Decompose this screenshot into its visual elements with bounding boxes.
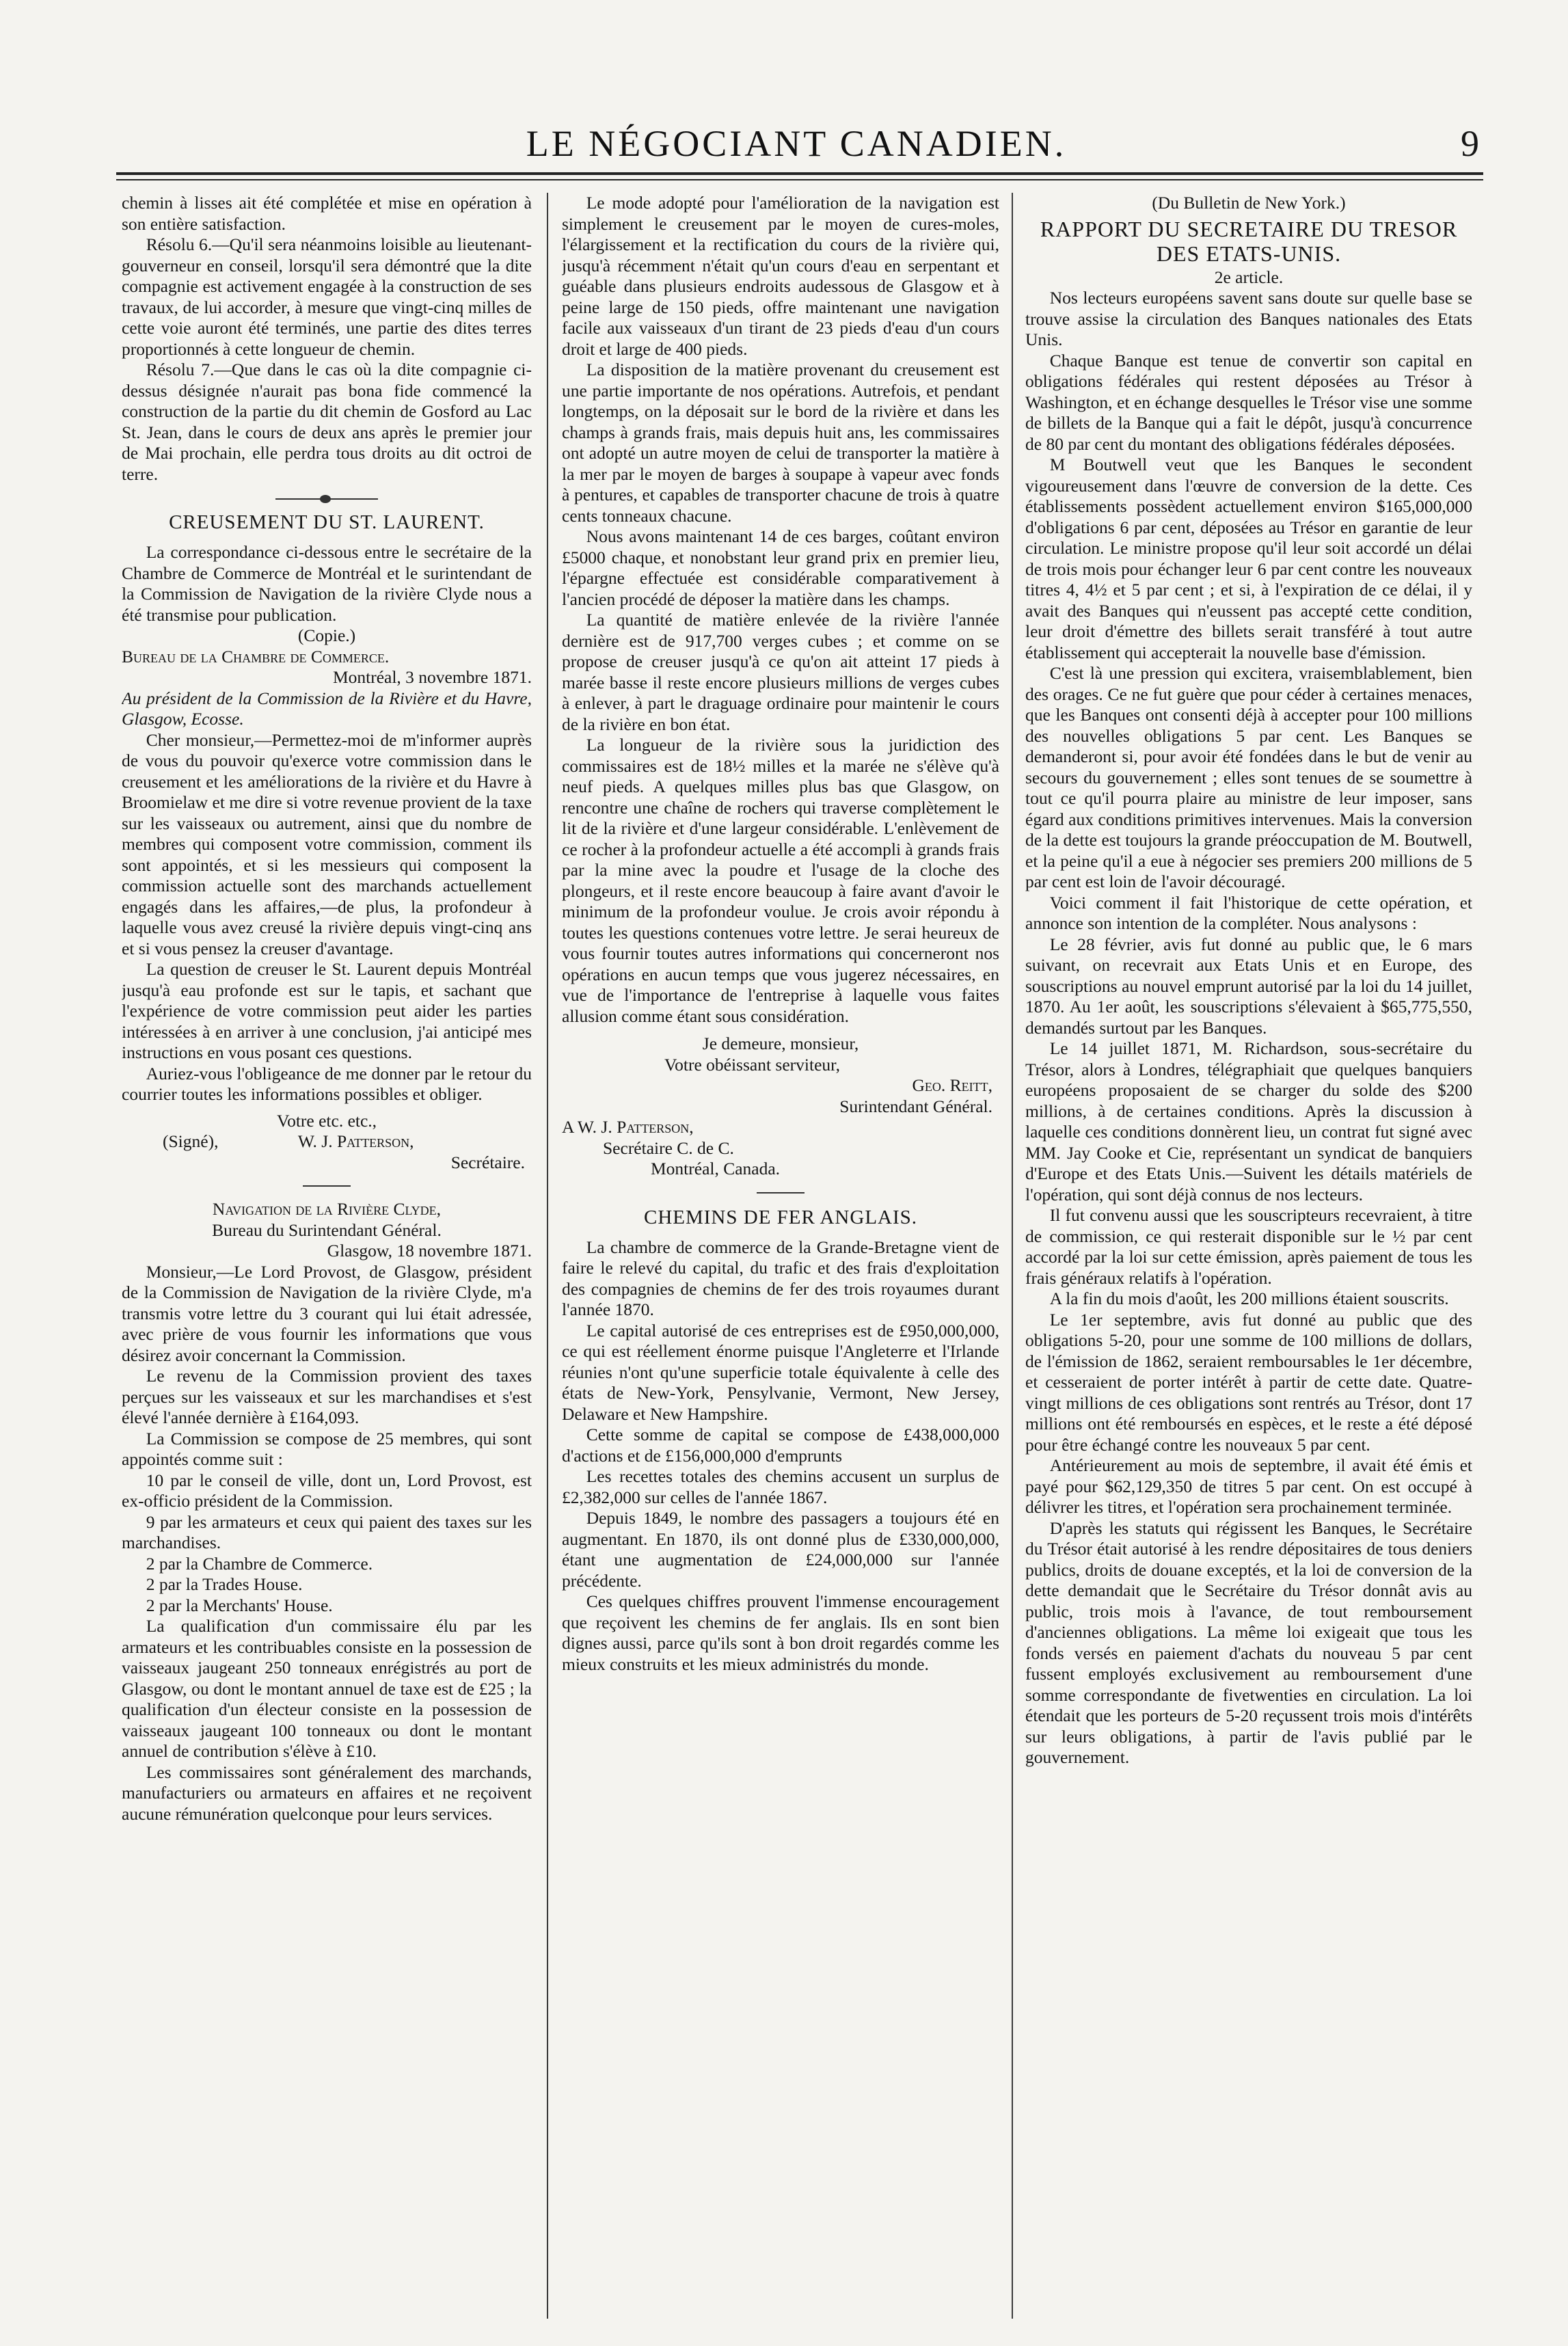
dateline: Montréal, 3 novembre 1871. bbox=[332, 667, 532, 687]
list-item: 2 par la Trades House. bbox=[146, 1574, 303, 1594]
paragraph: Chaque Banque est tenue de convertir son capital en obligations fédérales qui restent déposées au Trésor à Washington, et en échange desquelles le Trésor vise une somme de billets de la Banque qui a fait le dépôt, jusqu'à concurrence de 80 par cent du montant des obligations fédérales déposées. bbox=[1025, 350, 1472, 454]
paragraph: Cette somme de capital se compose de £438,000,000 d'actions et de £156,000,000 d'emprunts bbox=[562, 1425, 999, 1466]
closing: Votre etc. etc., bbox=[276, 1110, 377, 1131]
recipient-line: A W. J. Patterson, bbox=[562, 1117, 694, 1137]
column-1 bbox=[122, 193, 532, 2332]
paragraph: Les commissaires sont généralement des marchands, manufacturiers ou armateurs en affaires et ne reçoivent aucune rémunération quelconque pour leurs services. bbox=[122, 1762, 532, 1824]
paragraph: A la fin du mois d'août, les 200 millions étaient souscrits. bbox=[1049, 1289, 1449, 1308]
column-2 bbox=[562, 193, 999, 2332]
letter-address: Au président de la Commission de la Rivière et du Havre, Glasgow, Ecosse. bbox=[122, 688, 532, 729]
page-number: 9 bbox=[1461, 123, 1479, 164]
signer-role: Secrétaire. bbox=[450, 1152, 525, 1172]
recipient-line: Montréal, Canada. bbox=[651, 1159, 781, 1178]
list-item: 2 par la Chambre de Commerce. bbox=[146, 1553, 373, 1574]
recipient-line: Secrétaire C. de C. bbox=[603, 1137, 734, 1158]
paragraph: Résolu 6.—Qu'il sera néanmoins loisible au lieutenant-gouverneur en conseil, lorsqu'il sera démontré que la dite compagnie est activement engagée à la construction de ses travaux, de lui accorder, à mesure que vingt-cinq milles de cette voie auront été terminés, une partie des dites terres proportionnés à cette longueur de chemin. bbox=[122, 234, 532, 359]
paragraph: La qualification d'un commissaire élu par les armateurs et les contribuables consiste en la possession de vaisseaux jaugeant 250 tonneaux enrégistrés au port de Glasgow, ou dont le montant annuel de taxe est de £25 ; la qualification d'un électeur consiste en la possession de vaisseaux jaugeant 100 tonneaux ou dont le montant annuel de contribution s'élève à £10. bbox=[122, 1616, 532, 1761]
paragraph: Cher monsieur,—Permettez-moi de m'informer auprès de vous du pouvoir qu'exerce votre commission dans le creusement et les améliorations de la rivière et du Havre à Broomielaw et me dire si votre revenue provient de la taxe sur les vaisseaux ou autrement, ainsi que du nombre de membres qui composent votre commission, comment ils sont appointés, et si les messieurs qui composent la commission actuelle sont des marchands actuellement engagés dans les affaires,—de plus, la profondeur à laquelle vous avez creusé la rivière depuis vingt-cinq ans et si vous pensez la creuser d'avantage. bbox=[122, 729, 532, 958]
column-3 bbox=[1025, 193, 1472, 2332]
paragraph: Le mode adopté pour l'amélioration de la navigation est simplement le creusement par le moyen de cures-moles, l'élargissement et la rectification du cours de la rivière qui, jusqu'à récemment n'était qu'un cours d'eau en serpentant et guéable dans plusieurs endroits audessous de Glasgow et à peine large de 150 pieds, offre maintenant une navigation facile aux vaisseaux d'un tirant de 23 pieds d'eau d'un cours droit et large de 400 pieds. bbox=[562, 193, 999, 359]
paragraph: Depuis 1849, le nombre des passagers a toujours été en augmentant. En 1870, ils ont donné plus de £330,000,000, étant une augmentation de £24,000,000 sur l'année précédente. bbox=[562, 1508, 999, 1591]
section-heading: CHEMINS DE FER ANGLAIS. bbox=[643, 1206, 918, 1228]
paragraph: La chambre de commerce de la Grande-Bretagne vient de faire le relevé du capital, du trafic et des frais d'exploitation des compagnies de chemins de fer des trois royaumes durant l'année 1870. bbox=[562, 1237, 999, 1319]
bureau-line: Bureau de la Chambre de Commerce. bbox=[122, 646, 390, 666]
header-rule-thick bbox=[116, 172, 1483, 175]
source-note: (Du Bulletin de New York.) bbox=[1152, 193, 1346, 213]
signer-role: Surintendant Général. bbox=[839, 1096, 992, 1116]
paragraph: Ces quelques chiffres prouvent l'immense encouragement que reçoivent les chemins de fer anglais. Ils en sont bien dignes aussi, parce qu'ils sont à bon droit regardés comme les mieux construits et les mieux administrés du monde. bbox=[562, 1591, 999, 1674]
paragraph: Le 14 juillet 1871, M. Richardson, sous-secrétaire du Trésor, alors à Londres, télégraphiait que quelques banquiers européens proposaient de se charger du solde des $200 millions, à de certaines conditions. Après la discussion à laquelle ces conditions donnèrent lieu, un contrat fut signé avec MM. Jay Cooke et Cie, représentant un syndicat de banquiers d'Europe et des Etats Unis.—Suivent les détails matériels de l'opération, qui sont déjà connus de nos lecteurs. bbox=[1025, 1038, 1472, 1204]
signature-line bbox=[122, 1131, 532, 1152]
signed-label: (Signé), bbox=[163, 1131, 219, 1151]
paragraph: Le 1er septembre, avis fut donné au public que des obligations 5-20, pour une somme de 100 millions de dollars, de l'émission de 1862, seraient remboursables le 1er décembre, et cesseraient de porter intérêt à partir de cette date. Quatre-vingt millions de ces obligations sont rentrés au Trésor, dont 17 millions ont été remboursés en espèces, et le reste a été déposé pour être échangé contre les nouveaux 5 par cent. bbox=[1025, 1309, 1472, 1455]
paragraph: D'après les statuts qui régissent les Banques, le Secrétaire du Trésor était autorisé à les rendre dépositaires de tous deniers publics, droits de douane exceptés, et la loi de conversion de la dette demandait que le Secrétaire du Trésor donnât avis au public, trois mois à l'avance, de tout remboursement d'anciennes obligations. La même loi exigeait que tous les fonds versés en paiement d'achats du nouveau 5 par cent fussent employés exclusivement au remboursement d'une somme correspondante de fivetwenties en circulation. La loi étendait que les porteurs de 5-20 reçussent trois mois d'intérêts sur leurs obligations, à partir de l'avis publié par le gouvernement. bbox=[1025, 1518, 1472, 1767]
paragraph: Le 28 février, avis fut donné au public que, le 6 mars suivant, on recevrait aux Etats Unis et en Europe, des souscriptions au nouvel emprunt autorisé par la loi du 14 juillet, 1870. Au 1er août, les souscriptions s'élevaient à $65,775,550, demandés surtout par les Banques. bbox=[1025, 934, 1472, 1038]
paragraph: Le revenu de la Commission provient des taxes perçues sur les vaisseaux et sur les marchandises et s'est élevé l'année dernière à £164,093. bbox=[122, 1366, 532, 1427]
paragraph: Il fut convenu aussi que les souscripteurs recevraient, à titre de commission, ce qui resterait disponible sur le ½ par cent accordé par la loi sur cette émission, après paiement de tous les frais généraux relatifs à l'opération. bbox=[1025, 1205, 1472, 1288]
letterhead: Navigation de la Rivière Clyde, bbox=[212, 1199, 442, 1219]
paragraph: Nous avons maintenant 14 de ces barges, coûtant environ £5000 chaque, et nonobstant leur grand prix en premier lieu, l'épargne effectuée est considérable comparativement à l'ancien procédé de déposer la matière dans les champs. bbox=[562, 526, 999, 609]
copy-note: (Copie.) bbox=[297, 625, 356, 645]
paragraph: La quantité de matière enlevée de la rivière l'année dernière est de 917,700 verges cubes ; et comme on se propose de creuser jusqu'à ce qu'on ait atteint 17 pieds à marée basse il reste encore plusieurs millions de verges cubes à enlever, à part le draguage ordinaire pour maintenir le cours de la rivière en bon état. bbox=[562, 610, 999, 734]
article-number: 2e article. bbox=[1214, 267, 1284, 287]
list-item: 2 par la Merchants' House. bbox=[146, 1595, 333, 1615]
short-divider bbox=[303, 1185, 351, 1187]
signer-name: W. J. Patterson, bbox=[297, 1131, 414, 1151]
paragraph: La disposition de la matière provenant du creusement est une partie importante de nos opérations. Autrefois, et pendant longtemps, on la déposait sur le bord de la rivière et dans les champs à grands frais, mais depuis huit ans, les commissaires ont adopté un autre moyen de celui de transporter la matière à la mer par le moyen de barges à soupape à vapeur avec fonds à pentures, et capables de transporter chacune de trois à quatre cents tonneaux chacune. bbox=[562, 360, 999, 526]
closing: Votre obéissant serviteur, bbox=[664, 1054, 840, 1075]
paragraph: Nos lecteurs européens savent sans doute sur quelle base se trouve assise la circulation des Banques nationales des Etats Unis. bbox=[1025, 288, 1472, 349]
letterhead-sub: Bureau du Surintendant Général. bbox=[212, 1219, 442, 1240]
paragraph: La correspondance ci-dessous entre le secrétaire de la Chambre de Commerce de Montréal et le surintendant de la Commission de Navigation de la rivière Clyde nous a été transmise pour publication. bbox=[122, 542, 532, 625]
short-divider bbox=[757, 1192, 805, 1194]
paragraph: Monsieur,—Le Lord Provost, de Glasgow, président de la Commission de Navigation de la rivière Clyde, m'a transmis votre lettre du 3 courant qui lui était adressée, avec prière de vous fournir les informations que vous désirez avoir concernant la Commission. bbox=[122, 1261, 532, 1365]
column-separator bbox=[1012, 193, 1013, 2319]
closing: Je demeure, monsieur, bbox=[702, 1034, 859, 1053]
paragraph: M Boutwell veut que les Banques le secondent vigoureusement dans l'œuvre de conversion de la dette. Ces établissements possèdent actuellement environ $165,000,000 d'obligations 6 par cent, déposées au Trésor en garantie de leur circulation. Le ministre propose qu'il leur soit accordé un délai de trois mois pour échanger leur 6 par cent contre les nouveaux titres 4, 4½ et 5 par cent ; et si, à l'expiration de ce délai, il y avait des Banques qui n'eussent pas accepté cette condition, leur droit d'émettre des billets serait transféré à tout autre établissement qui accepterait la nouvelle base d'émission. bbox=[1025, 455, 1472, 662]
section-heading: RAPPORT DU SECRETAIRE DU TRESOR DES ETATS-UNIS. bbox=[1040, 216, 1458, 266]
paragraph: Auriez-vous l'obligeance de me donner par le retour du courrier toutes les informations possibles et obliger. bbox=[122, 1063, 532, 1104]
paragraph: C'est là une pression qui excitera, vraisemblablement, bien des orages. Ce ne fut guère que pour céder à certaines menaces, que les Banques ont consenti déjà à accepter pour 100 millions des nouvelles obligations 5 par cent. Les Banques se demanderont si, pour avoir été fondées dans le but de venir au secours du gouvernement ; elles sont tenues de se soumettre à tout ce qu'il pourra plaire au ministre de leur imposer, sans égard aux conditions primitives intervenues. Mais la conversion de la dette est toujours la grande préoccupation de M. Boutwell, et la peine qu'il a eue à négocier ses premiers 200 millions de 5 par cent est loin de l'avoir découragé. bbox=[1025, 663, 1472, 891]
section-heading: CREUSEMENT DU ST. LAURENT. bbox=[169, 511, 485, 533]
section-divider bbox=[275, 498, 378, 500]
paragraph: Le capital autorisé de ces entreprises est de £950,000,000, ce qui est réellement énorme puisque l'Angleterre et l'Irlande réunies n'ont qu'une superficie totale équivalente à celle des états de New-York, Pensylvanie, Vermont, New Jersey, Delaware et New Hampshire. bbox=[562, 1320, 999, 1424]
paragraph: Voici comment il fait l'historique de cette opération, et annonce son intention de la compléter. Nous analysons : bbox=[1025, 892, 1472, 933]
newspaper-title: LE NÉGOCIANT CANADIEN. bbox=[526, 123, 1067, 164]
paragraph: Résolu 7.—Que dans le cas où la dite compagnie ci-dessus désignée n'aurait pas bona fide commencé la construction de la partie du dit chemin de Gosford au Lac St. Jean, dans le cours de deux ans après le premier jour de Mai prochain, elle perdra tous droits au dit octroi de terre. bbox=[122, 360, 532, 484]
paragraph: Antérieurement au mois de septembre, il avait été émis et payé pour $62,129,350 de titres 5 par cent. On est occupé à délivrer les titres, et l'opération sera prochainement terminée. bbox=[1025, 1455, 1472, 1517]
dateline: Glasgow, 18 novembre 1871. bbox=[327, 1241, 532, 1260]
paragraph: chemin à lisses ait été complétée et mise en opération à son entière satisfaction. bbox=[122, 193, 532, 234]
paragraph: La question de creuser le St. Laurent depuis Montréal jusqu'à eau profonde est sur le tapis, et sachant que l'expérience de votre commission peut aider les parties intéressées à en arriver à une conclusion, j'ai anticipé mes instructions en vous posant ces questions. bbox=[122, 959, 532, 1062]
masthead bbox=[109, 122, 1483, 170]
paragraph: La longueur de la rivière sous la juridiction des commissaires est de 18½ milles et la marée ne s'élève qu'à neuf pieds. A quelques milles plus bas que Glasgow, on rencontre une chaîne de rochers qui traverse complètement le lit de la rivière et d'une largeur considérable. L'enlèvement de ce rocher à la profondeur actuelle a été accompli à grands frais par la mine avec la poudre et l'usage de la cloche des plongeurs, et il reste encore beaucoup à faire avant d'avoir le minimum de la profondeur voulue. Je crois avoir répondu à toutes les questions contenues votre lettre. Je serai heureux de vous fournir toutes autres informations qui concerneront nos opérations en aucun temps que vous jugerez nécessaires, en vue de l'importance de l'entreprise à laquelle vous faites allusion comme étant sous considération. bbox=[562, 735, 999, 1026]
signer-name: Geo. Reitt, bbox=[912, 1075, 992, 1095]
paragraph: La Commission se compose de 25 membres, qui sont appointés comme suit : bbox=[122, 1428, 532, 1469]
list-item: 10 par le conseil de ville, dont un, Lord Provost, est ex-officio président de la Commission. bbox=[122, 1470, 532, 1511]
paragraph: Les recettes totales des chemins accusent un surplus de £2,382,000 sur celles de l'année 1867. bbox=[562, 1466, 999, 1507]
list-item: 9 par les armateurs et ceux qui paient des taxes sur les marchandises. bbox=[122, 1511, 532, 1552]
header-rule-thin bbox=[116, 179, 1483, 180]
column-separator bbox=[547, 193, 548, 2319]
